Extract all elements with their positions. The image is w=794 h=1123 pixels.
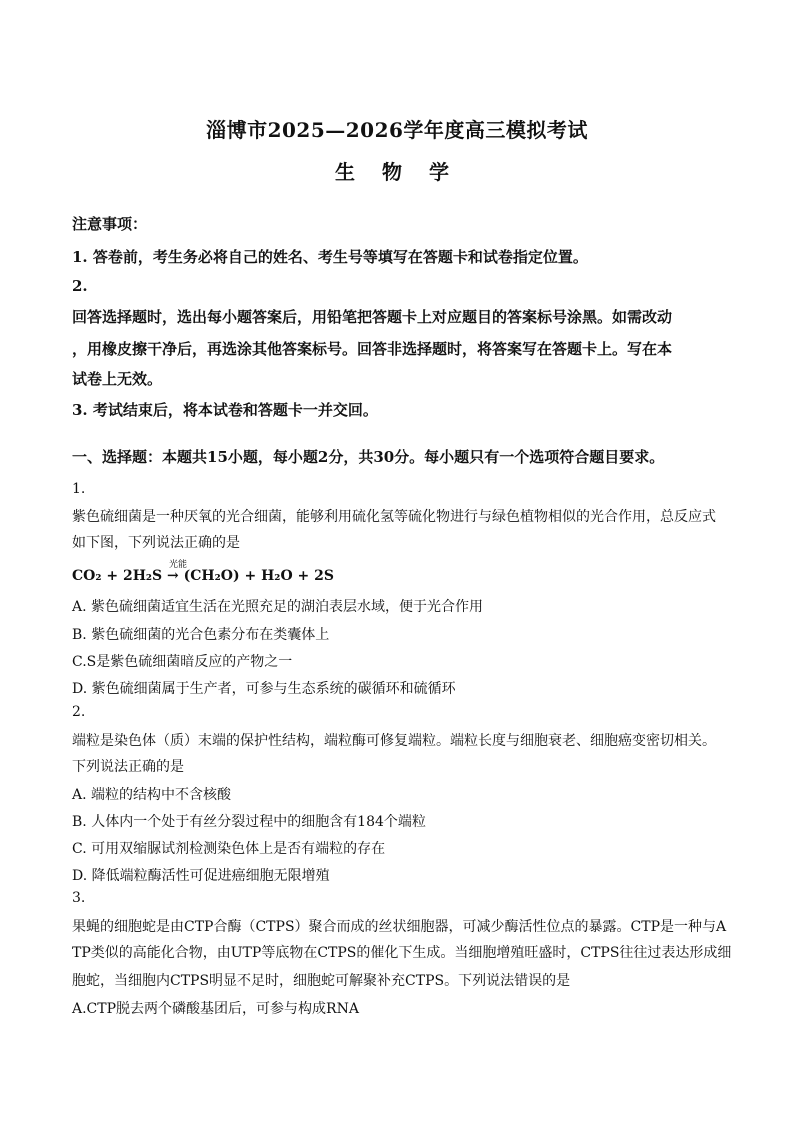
question-1-stem-line-2: 如下图，下列说法正确的是 <box>72 535 240 551</box>
question-1-option-a: A. 紫色硫细菌适宜生活在光照充足的湖泊表层水域，便于光合作用 <box>72 599 484 615</box>
question-2-number: 2. <box>72 704 86 720</box>
exam-title: 淄博市2025—2026学年度高三模拟考试 <box>206 118 588 142</box>
equation-condition: 光能 <box>169 560 188 570</box>
question-3-stem-line-1: 果蝇的细胞蛇是由CTP合酶（CTPS）聚合而成的丝状细胞器，可减少酶活性位点的暴露。CTP是一种与A <box>72 919 727 935</box>
notice-item-1: 1. 答卷前，考生务必将自己的姓名、考生号等填写在答题卡和试卷指定位置。 <box>72 248 588 266</box>
notice-item-2-number: 2. <box>72 277 88 295</box>
equation-arrow-group <box>167 560 188 584</box>
question-3-stem-line-2: TP类似的高能化合物，由UTP等底物在CTPS的催化下生成。当细胞增殖旺盛时，CTPS往往过表达形成细 <box>72 945 732 961</box>
question-1-stem-line-1: 紫色硫细菌是一种厌氧的光合细菌，能够利用硫化氢等硫化物进行与绿色植物相似的光合作用，总反应式 <box>72 509 716 525</box>
section-1-heading: 一、选择题：本题共15小题，每小题2分，共30分。每小题只有一个选项符合题目要求。 <box>72 448 665 466</box>
question-2-option-c: C. 可用双缩脲试剂检测染色体上是否有端粒的存在 <box>72 841 386 857</box>
question-2-option-b: B. 人体内一个处于有丝分裂过程中的细胞含有184个端粒 <box>72 814 426 830</box>
exam-subject: 生 物 学 <box>335 160 459 184</box>
question-2-option-a: A. 端粒的结构中不含核酸 <box>72 787 232 803</box>
question-3-stem-line-3: 胞蛇，当细胞内CTPS明显不足时，细胞蛇可解聚补充CTPS。下列说法错误的是 <box>72 973 571 989</box>
notice-item-2-line-3: 试卷上无效。 <box>72 370 163 388</box>
question-3-option-a: A.CTP脱去两个磷酸基团后，可参与构成RNA <box>72 1001 359 1017</box>
question-1-option-d: D. 紫色硫细菌属于生产者，可参与生态系统的碳循环和硫循环 <box>72 681 456 697</box>
question-3-number: 3. <box>72 890 86 906</box>
question-2-option-d: D. 降低端粒酶活性可促进癌细胞无限增殖 <box>72 868 330 884</box>
notice-item-2-line-1: 回答选择题时，选出每小题答案后，用铅笔把答题卡上对应题目的答案标号涂黑。如需改动 <box>72 308 673 326</box>
notice-item-3: 3. 考试结束后，将本试卷和答题卡一并交回。 <box>72 401 378 419</box>
notice-item-2-line-2: ，用橡皮擦干净后，再选涂其他答案标号。回答非选择题时，将答案写在答题卡上。写在本 <box>72 340 673 358</box>
equation-products: (CH₂O) + H₂O + 2S <box>183 568 334 584</box>
question-1-equation <box>72 560 722 584</box>
question-2-stem-line-1: 端粒是染色体（质）末端的保护性结构，端粒酶可修复端粒。端粒长度与细胞衰老、细胞癌变密切相关。 <box>72 733 716 749</box>
notice-heading: 注意事项： <box>72 215 148 233</box>
question-1-option-c: C.S是紫色硫细菌暗反应的产物之一 <box>72 654 293 670</box>
equation-reactants: CO₂ + 2H₂S <box>72 568 163 584</box>
reaction-arrow-icon: → <box>167 568 179 584</box>
question-1-number: 1. <box>72 481 86 497</box>
question-1-option-b: B. 紫色硫细菌的光合色素分布在类囊体上 <box>72 627 330 643</box>
question-2-stem-line-2: 下列说法正确的是 <box>72 759 184 775</box>
